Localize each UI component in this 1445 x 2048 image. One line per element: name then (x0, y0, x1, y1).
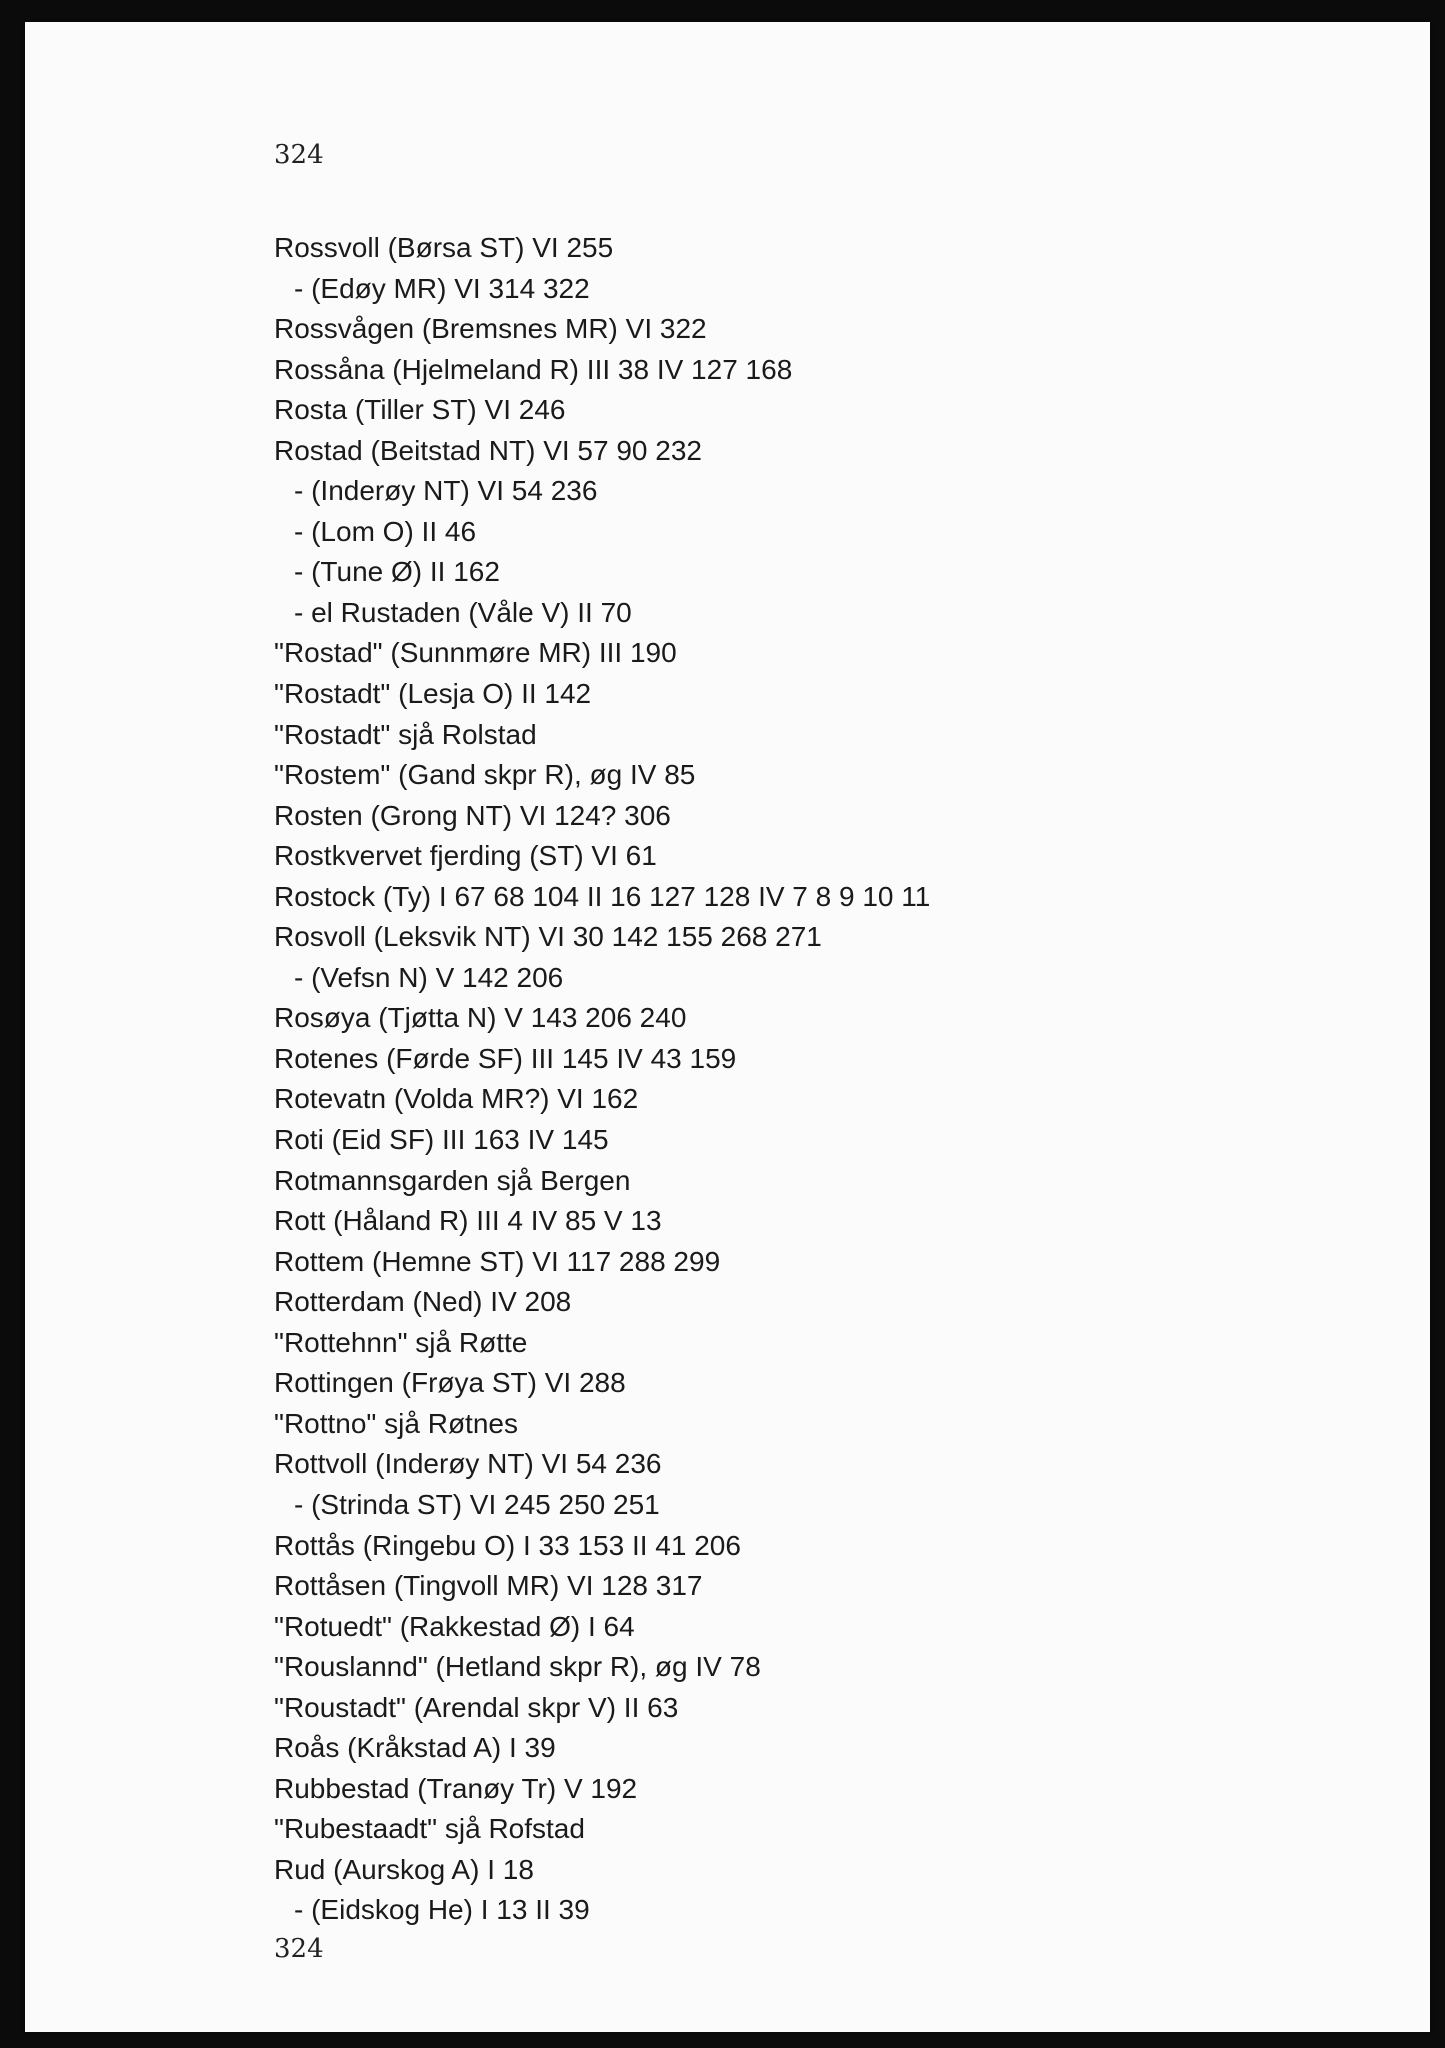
index-subentry: - (Inderøy NT) VI 54 236 (294, 475, 598, 507)
index-entry: Rosten (Grong NT) VI 124? 306 (274, 799, 671, 831)
index-entry: "Rostadt" sjå Rolstad (274, 718, 537, 750)
index-entry: Rud (Aurskog A) I 18 (274, 1853, 534, 1885)
index-entry: Rottåsen (Tingvoll MR) VI 128 317 (274, 1570, 703, 1602)
index-entry: Rostkvervet fjerding (ST) VI 61 (274, 840, 657, 872)
index-entry: "Rostad" (Sunnmøre MR) III 190 (274, 637, 677, 669)
index-subentry: - (Vefsn N) V 142 206 (294, 961, 564, 993)
index-entry-list (274, 228, 930, 1931)
index-entry: Rosvoll (Leksvik NT) VI 30 142 155 268 271 (274, 921, 822, 953)
index-entry: "Rottehnn" sjå Røtte (274, 1326, 528, 1358)
page-number-bottom: 324 (274, 1934, 324, 1964)
index-entry: Rotenes (Førde SF) III 145 IV 43 159 (274, 1042, 737, 1074)
index-entry: Rottås (Ringebu O) I 33 153 II 41 206 (274, 1529, 741, 1561)
index-entry: Rottvoll (Inderøy NT) VI 54 236 (274, 1448, 662, 1480)
index-entry: Rosta (Tiller ST) VI 246 (274, 394, 566, 426)
index-subentry: - (Edøy MR) VI 314 322 (294, 272, 590, 304)
index-entry: "Rouslannd" (Hetland skpr R), øg IV 78 (274, 1651, 761, 1683)
index-entry: "Rottno" sjå Røtnes (274, 1407, 518, 1439)
index-entry: Rotevatn (Volda MR?) VI 162 (274, 1083, 639, 1115)
index-entry: "Rotuedt" (Rakkestad Ø) I 64 (274, 1610, 635, 1642)
index-entry: "Roustadt" (Arendal skpr V) II 63 (274, 1691, 679, 1723)
index-entry: "Rostadt" (Lesja O) II 142 (274, 678, 592, 710)
index-entry: Rossvoll (Børsa ST) VI 255 (274, 232, 614, 263)
index-subentry: - (Eidskog He) I 13 II 39 (294, 1894, 590, 1926)
index-entry: Roås (Kråkstad A) I 39 (274, 1732, 556, 1764)
index-entry: Rossvågen (Bremsnes MR) VI 322 (274, 313, 707, 345)
index-entry: Rottingen (Frøya ST) VI 288 (274, 1367, 626, 1399)
index-entry: "Rostem" (Gand skpr R), øg IV 85 (274, 759, 696, 791)
index-entry: Rottem (Hemne ST) VI 117 288 299 (274, 1245, 721, 1277)
index-subentry: - (Lom O) II 46 (294, 515, 477, 547)
page-number-top: 324 (274, 140, 324, 170)
index-entry: Rubbestad (Tranøy Tr) V 192 (274, 1772, 638, 1804)
index-subentry: - (Tune Ø) II 162 (294, 556, 500, 588)
index-subentry: - el Rustaden (Våle V) II 70 (294, 596, 632, 628)
document-page (25, 22, 1430, 2032)
index-entry: Rotterdam (Ned) IV 208 (274, 1286, 572, 1318)
index-entry: "Rubestaadt" sjå Rofstad (274, 1813, 585, 1845)
index-subentry: - (Strinda ST) VI 245 250 251 (294, 1488, 660, 1520)
index-entry: Rotmannsgarden sjå Bergen (274, 1164, 631, 1196)
index-entry: Rosøya (Tjøtta N) V 143 206 240 (274, 1002, 687, 1034)
index-entry: Rostad (Beitstad NT) VI 57 90 232 (274, 434, 702, 466)
index-entry: Rott (Håland R) III 4 IV 85 V 13 (274, 1205, 662, 1237)
index-entry: Roti (Eid SF) III 163 IV 145 (274, 1124, 609, 1156)
index-entry: Rossåna (Hjelmeland R) III 38 IV 127 168 (274, 353, 793, 385)
index-entry: Rostock (Ty) I 67 68 104 II 16 127 128 IV 7 8 9 10 11 (274, 880, 931, 912)
